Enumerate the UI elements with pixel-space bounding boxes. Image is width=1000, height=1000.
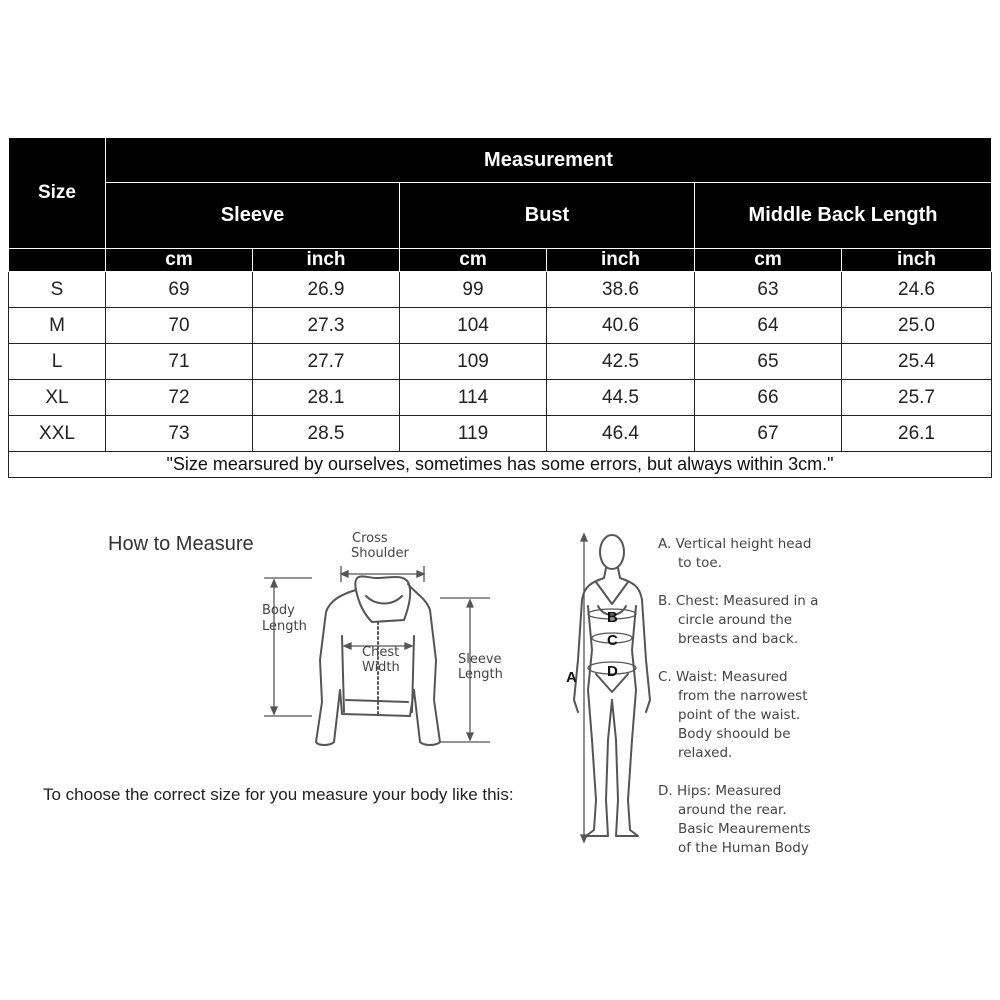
table-cell: XXL <box>9 416 106 452</box>
table-cell: 25.7 <box>842 380 992 416</box>
label-c: C <box>607 632 618 649</box>
bust-header: Bust <box>400 183 695 249</box>
table-cell: M <box>9 308 106 344</box>
table-cell: 65 <box>695 344 842 380</box>
svg-text:Width: Width <box>362 660 400 675</box>
svg-text:Length: Length <box>262 619 307 634</box>
table-cell: 44.5 <box>547 380 695 416</box>
measurement-header: Measurement <box>106 138 992 183</box>
table-cell: 26.9 <box>253 272 400 308</box>
size-header: Size <box>9 138 106 249</box>
size-note: "Size mearsured by ourselves, sometimes has some errors, but always within 3cm." <box>9 452 992 478</box>
table-cell: 38.6 <box>547 272 695 308</box>
table-cell: 63 <box>695 272 842 308</box>
sleeve-length-label: Sleeve <box>458 652 502 667</box>
table-cell: 104 <box>400 308 547 344</box>
cross-shoulder-label: Cross <box>352 531 388 546</box>
table-cell: XL <box>9 380 106 416</box>
table-cell: 46.4 <box>547 416 695 452</box>
table-cell: 28.1 <box>253 380 400 416</box>
table-cell: 67 <box>695 416 842 452</box>
legend-d: D. Hips: Measured around the rear. Basic Meaurements of the Human Body <box>658 783 811 856</box>
sleeve-header: Sleeve <box>106 183 400 249</box>
table-cell: 27.7 <box>253 344 400 380</box>
svg-text:Shoulder: Shoulder <box>351 546 409 561</box>
table-cell: 73 <box>106 416 253 452</box>
body-figure-illustration <box>574 535 650 836</box>
svg-text:Length: Length <box>458 667 503 682</box>
table-cell: 72 <box>106 380 253 416</box>
table-cell: 109 <box>400 344 547 380</box>
table-cell: 70 <box>106 308 253 344</box>
table-cell: 66 <box>695 380 842 416</box>
unit-header: cm <box>106 249 253 272</box>
label-b: B <box>607 609 618 626</box>
legend-c: C. Waist: Measured from the narrowest point of the waist. Body shoould be relaxed. <box>658 669 808 761</box>
table-cell: 119 <box>400 416 547 452</box>
table-cell: 64 <box>695 308 842 344</box>
table-cell: L <box>9 344 106 380</box>
unit-header: inch <box>842 249 992 272</box>
table-cell: 40.6 <box>547 308 695 344</box>
label-d: D <box>607 663 618 680</box>
table-cell: 99 <box>400 272 547 308</box>
table-cell: 69 <box>106 272 253 308</box>
table-cell: 71 <box>106 344 253 380</box>
table-cell: 25.0 <box>842 308 992 344</box>
how-to-measure-title: How to Measure <box>108 533 254 555</box>
label-a: A <box>566 669 577 686</box>
legend-b: B. Chest: Measured in a circle around the breasts and back. <box>658 593 819 647</box>
table-cell: 26.1 <box>842 416 992 452</box>
body-length-label: Body <box>262 603 295 618</box>
table-cell: 24.6 <box>842 272 992 308</box>
unit-header: cm <box>695 249 842 272</box>
middle-back-length-header: Middle Back Length <box>695 183 992 249</box>
unit-header: cm <box>400 249 547 272</box>
measure-hint: To choose the correct size for you measure your body like this: <box>43 785 514 804</box>
table-cell: 42.5 <box>547 344 695 380</box>
chest-width-label: Chest <box>362 645 400 660</box>
table-cell: 114 <box>400 380 547 416</box>
table-cell: 27.3 <box>253 308 400 344</box>
unit-header: inch <box>253 249 400 272</box>
unit-header: inch <box>547 249 695 272</box>
table-cell: S <box>9 272 106 308</box>
table-cell: 28.5 <box>253 416 400 452</box>
legend-a: A. Vertical height head to toe. <box>658 536 812 571</box>
table-cell: 25.4 <box>842 344 992 380</box>
